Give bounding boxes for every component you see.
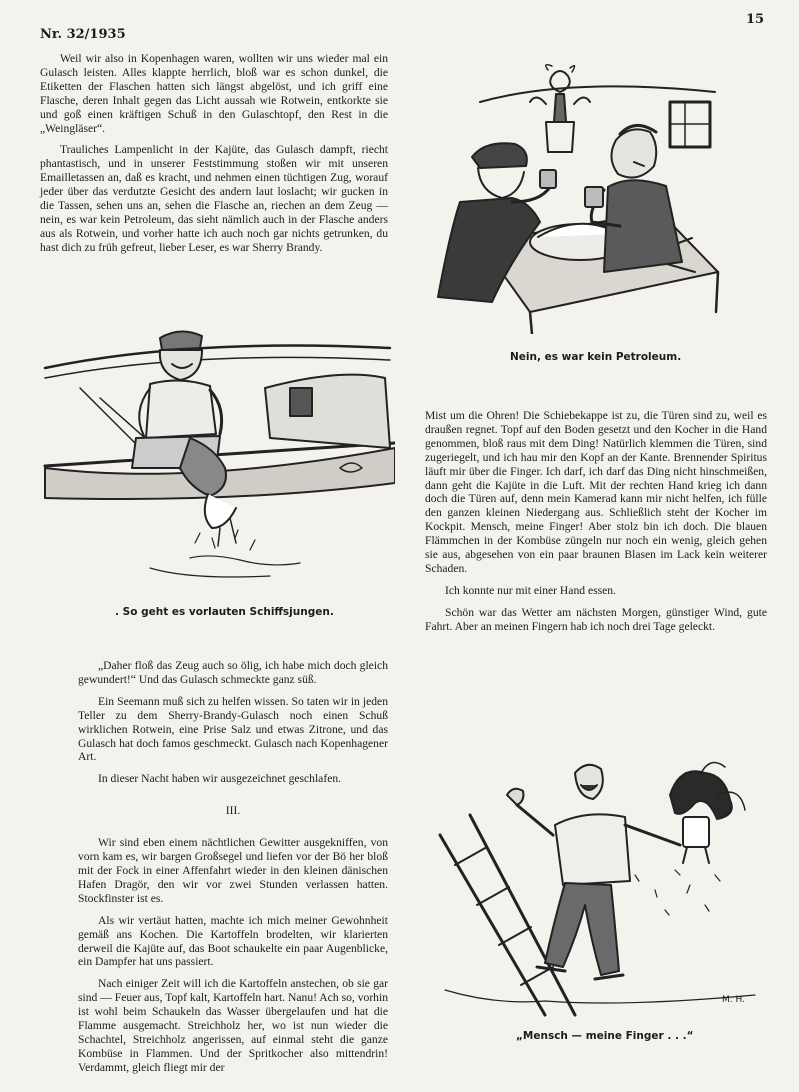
paragraph-night: In dieser Nacht haben wir ausgezeichnet geschlafen. [98, 772, 342, 786]
paragraph-storm: Wir sind eben einem nächtlichen Gewitter ausgekniffen, von vorn kam es, wir bargen Großsegel und liefen vor der Bö her bloß mit der Fock in einer Affenfahrt wieder in den kleinen dänischen Hafen Dragör, den wir vor zwei Stunden verlassen hatten. Stockfinster ist es. [78, 836, 388, 905]
issue-number: Nr. 32/1935 [40, 27, 126, 42]
right-column-text [425, 409, 767, 642]
page-number: 15 [746, 12, 765, 27]
cabin-illustration [420, 62, 720, 334]
paragraph-one-hand: Ich konnte nur mit einer Hand essen. [445, 583, 616, 597]
cabin-caption: Nein, es war kein Petroleum. [510, 351, 682, 363]
intro-paragraph-2: Trauliches Lampenlicht in der Kajüte, das Gulasch dampft, riecht phantastisch, und in unserer Feststimmung stoßen wir mit unseren Emailletassen an, daß es kracht, und nehmen einen tüchtigen Zug, worauf jeder über das verdutzte Gesicht des andern laut loslacht; wir gucken in die Tassen, sehen uns an, sehen die Flasche an, riechen an dem Zeug — nein, es war kein Petroleum, das sieht nämlich auch in der Flasche anders aus als Rotwein, und vorher hatte ich auch noch gar nichts getrunken, du hast dich zu früh gefreut, lieber Leser, es war Sherry Brandy. [40, 143, 388, 254]
fire-signature: M. H. [722, 995, 745, 1005]
intro-text [40, 52, 388, 263]
left-column-text [78, 659, 388, 1083]
paragraph-next-morning: Schön war das Wetter am nächsten Morgen, günstiger Wind, gute Fahrt. Aber an meinen Fingern hab ich noch drei Tage geleckt. [425, 605, 767, 633]
fire-illustration [425, 755, 770, 1020]
intro-paragraph-1: Weil wir also in Kopenhagen waren, wollten wir uns wieder mal ein Gulasch leisten. Alles klappte herrlich, bloß war es schon dunkel, die Etiketten der Flaschen hatten sich längst abgelöst, und ich griff eine Flasche, deren Inhalt gegen das Licht aussah wie Rotwein, entkorkte sie und goß einen kräftigen Schuß in den Gulaschtopf, den Rest in die „Weingläser“. [40, 52, 388, 135]
shipboy-caption: . So geht es vorlauten Schiffsjungen. [115, 606, 334, 618]
shipboy-illustration [40, 318, 395, 603]
paragraph-stove-escape: Mist um die Ohren! Die Schiebekappe ist zu, die Türen sind zu, weil es draußen regnet. Topf auf den Boden gesetzt und den Kocher in die Hand genommen, bloß raus mit dem Ding! Natürlich klemmen die Türen, sind zugeriegelt, und ich hau mir den Kopf an der Kante. Brennender Spiritus läuft mir über die Finger. Ich darf, ich darf das Ding nicht hinschmeißen, dann geht die Kajüte in die Luft. Mit der rechten Hand krieg ich dann doch die Türen auf, denn mein Kamerad kann mir nicht helfen, ich fülle den ganzen kleinen Niedergang aus. Schließlich steht der Kocher im Kockpit. Mensch, meine Finger! Aber stolz bin ich doch. Die blauen Flämmchen in der Kombüse züngeln nur noch ein wenig, gleich gehen sie aus, abgesehen von ein paar braunen Blasen im Lack kein weiterer Schaden. [425, 409, 767, 575]
fire-caption: „Mensch — meine Finger . . .“ [516, 1030, 694, 1042]
paragraph-cooking: Als wir vertäut hatten, machte ich mich meiner Gewohnheit gemäß ans Kochen. Die Kartoffeln brodelten, wir klarierten derweil die Kajüte auf, das Boot schaukelte ein paar Augenblicke, ein Dampfer hat uns passiert. [78, 913, 388, 969]
paragraph-sherry-oily: „Daher floß das Zeug auch so ölig, ich habe mich doch gleich gewundert!“ Und das Gulasch schmeckte ganz süß. [78, 659, 388, 686]
paragraph-seemann: Ein Seemann muß sich zu helfen wissen. So taten wir in jeden Teller zu dem Sherry-Brandy-Gulasch noch einen Schuß wirklichen Rotwein, eine Prise Salz und etwas Zitrone, und das Gulasch hat doch famos geschmeckt. Gulasch nach Kopenhagener Art. [78, 694, 388, 764]
section-heading: III. [225, 804, 241, 818]
paragraph-fire: Nach einiger Zeit will ich die Kartoffeln anstechen, ob sie gar sind — Feuer aus, Topf kalt, Kartoffeln hart. Nanu! Ach so, vorhin ist wohl beim Schaukeln das Wasser übergelaufen und hat die Flamme ausgemacht. Streichholz her, wo ist nun wieder die Schachtel, Streichholz angerissen, auf einmal steht die ganze Kombüse in Flammen. Und der Spritkocher also mittendrin! Verdammt, gleich fliegt mir der [78, 977, 388, 1074]
